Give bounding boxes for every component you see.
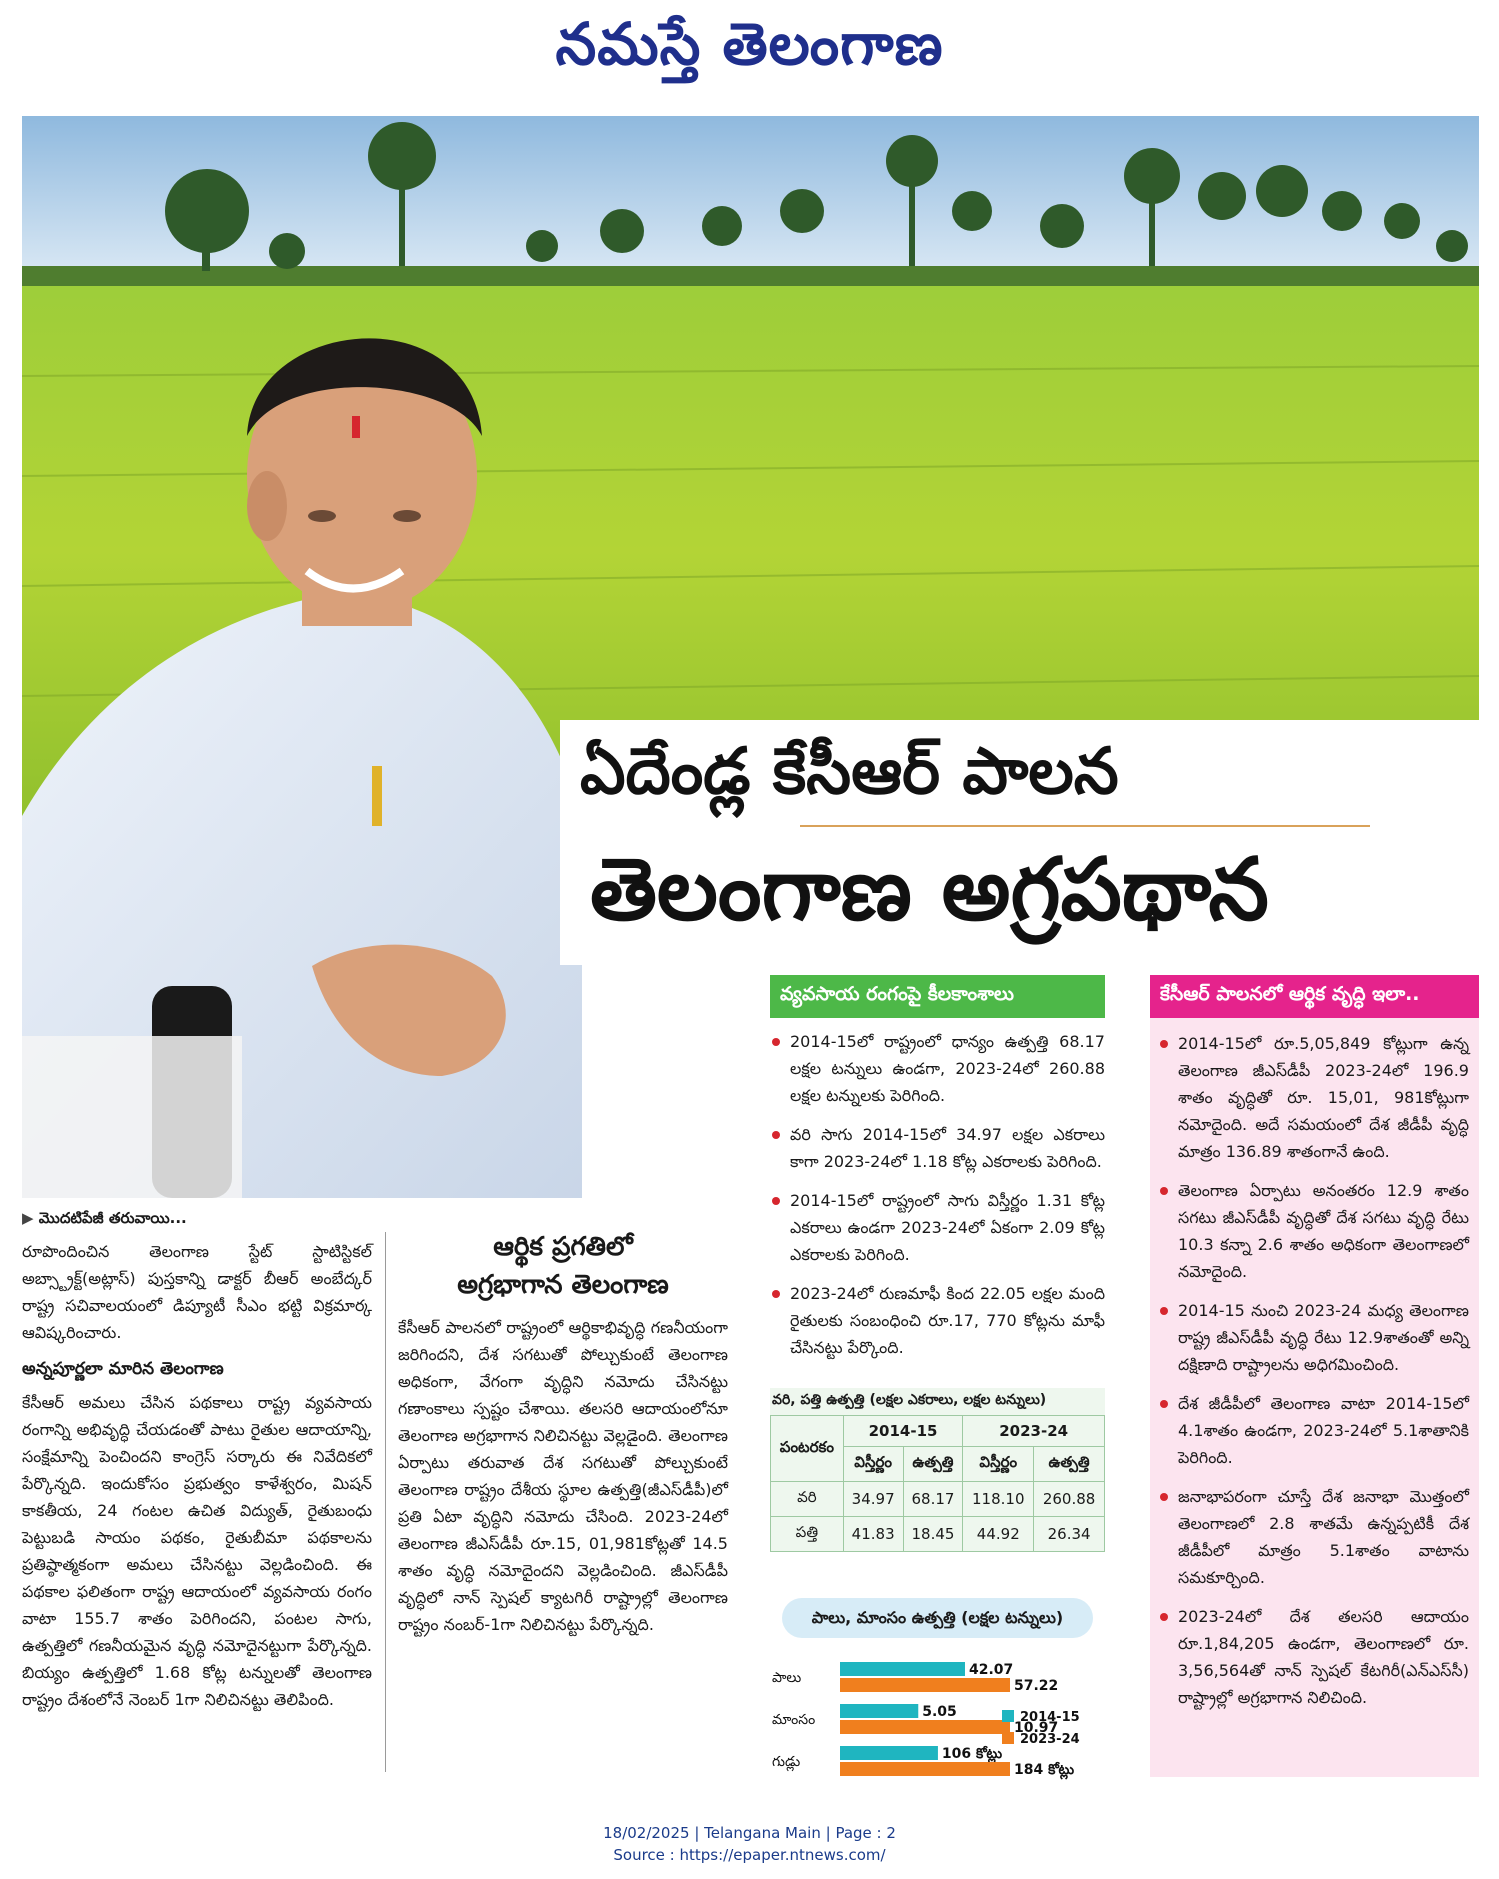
list-item: 2023-24లో దేశ తలసరి ఆదాయం రూ.1,84,205 ఉండగా, తెలంగాణలో రూ. 3,56,564తో నాన్ స్పెషల్ కేటగిరీ(ఎన్‌ఎస్‌సీ) రాష్ట్రాల్లో అగ్రభాగాన నిలిచింది.	[1158, 1603, 1469, 1711]
legend-swatch	[1002, 1710, 1014, 1722]
footer-date-line: 18/02/2025 | Telangana Main | Page : 2	[603, 1824, 896, 1842]
category-label: మాంసం	[772, 1712, 816, 1728]
arrow-right-icon: ▶	[22, 1209, 34, 1227]
data-label: 106 కోట్లు	[941, 1746, 1003, 1762]
bar	[840, 1746, 938, 1760]
middle-title: ఆర్థిక ప్రగతిలో అగ్రభాగాన తెలంగాణ	[457, 1232, 669, 1300]
list-item: జనాభాపరంగా చూస్తే దేశ జనాభా మొత్తంలో తెలంగాణలో 2.8 శాతమే ఉన్నప్పటికీ దేశ జీడీపీలో మాత్రం 5.1శాతం వాటాను సమకూర్చింది.	[1158, 1483, 1469, 1591]
left-column	[22, 1205, 372, 1723]
sub-area: విస్తీర్ణం	[963, 1447, 1034, 1482]
econ-box-header: కేసీఆర్ పాలనలో ఆర్థిక వృద్ధి ఇలా..	[1150, 975, 1479, 1018]
category-label: పాలు	[772, 1670, 802, 1686]
data-label: 57.22	[1014, 1678, 1059, 1694]
list-item: 2023-24లో రుణమాఫీ కింద 22.05 లక్షల మంది రైతులకు సంబంధించి రూ.17, 770 కోట్లను మాఫీ చేసినట్టు పేర్కొంది.	[770, 1280, 1105, 1361]
data-label: 5.05	[922, 1704, 957, 1720]
table-row: వరి 34.97 68.17 118.10 260.88	[771, 1482, 1105, 1517]
list-item: 2014-15లో రూ.5,05,849 కోట్లుగా ఉన్న తెలంగాణ జీఎస్‌డీపీ 2023-24లో 196.9 శాతం వృద్ధితో రూ. 15,01, 981కోట్లుగా నమోదైంది. అదే సమయంలో దేశ జీడీపీ వృద్ధి మాత్రం 136.89 శాతంగానే ఉంది.	[1158, 1030, 1469, 1165]
col-year2: 2023-24	[963, 1416, 1105, 1447]
bar	[840, 1678, 1010, 1692]
chart-title: పాలు, మాంసం ఉత్పత్తి (లక్షల టన్నులు)	[782, 1598, 1093, 1638]
legend-label: 2014-15	[1020, 1710, 1080, 1725]
data-label: 10.97	[1014, 1720, 1059, 1736]
headline-line-2: తెలంగాణ అగ్రపథాన	[590, 840, 1269, 940]
list-item: 2014-15 నుంచి 2023-24 మధ్య తెలంగాణ రాష్ట్ర జీఎస్‌డీపీ వృద్ధి రేటు 12.9శాతంతో అన్ని దక్షిణాది రాష్ట్రాలను అధిగమించింది.	[1158, 1297, 1469, 1378]
footer	[0, 1822, 1499, 1866]
list-item: 2014-15లో రాష్ట్రంలో సాగు విస్తీర్ణం 1.31 కోట్ల ఎకరాలు ఉండగా 2023-24లో ఏకంగా 2.09 కోట్ల ఎకరాలకు పెరిగింది.	[770, 1187, 1105, 1268]
production-chart	[770, 1598, 1105, 1788]
list-item: తెలంగాణ ఏర్పాటు అనంతరం 12.9 శాతం సగటు జీఎస్‌డీపీ వృద్ధితో దేశ సగటు వృద్ధి రేటు 10.3 కన్నా 2.6 శాతం అధికంగా తెలంగాణలో నమోదైంది.	[1158, 1177, 1469, 1285]
sub-area: విస్తీర్ణం	[843, 1447, 903, 1482]
table-row: పత్తి 41.83 18.45 44.92 26.34	[771, 1517, 1105, 1552]
body-paragraph: కేసీఆర్ అమలు చేసిన పథకాలు రాష్ట్ర వ్యవసాయ రంగాన్ని అభివృద్ధి చేయడంతో పాటు రైతుల ఆదాయాన్ని, సంక్షేమాన్ని పెంచిందని కాంగ్రెస్ సర్కారు ఈ నివేదికలో పేర్కొన్నది. ఇందుకోసం ప్రభుత్వం కాళేశ్వరం, మిషన్ కాకతీయ, 24 గంటల ఉచిత విద్యుత్, రైతుబంధు పెట్టుబడి సాయం పథకం, రైతుబీమా పథకాలను ప్రతిష్ఠాత్మకంగా అమలు చేసినట్టు వెల్లడించింది. ఈ పథకాల ఫలితంగా రాష్ట్ర ఆదాయంలో వ్యవసాయ రంగం వాటా 155.7 శాతం పెరిగిందని, పంటల సాగు, ఉత్పత్తిలో గణనీయమైన వృద్ధి నమోదైనట్టుగా పేర్కొన్నది. బియ్యం ఉత్పత్తిలో 1.68 కోట్ల టన్నులతో తెలంగాణ రాష్ట్రం దేశంలోనే నెంబర్ 1గా నిలిచినట్టు తెలిపింది.	[22, 1393, 372, 1709]
data-label: 42.07	[968, 1662, 1014, 1678]
legend-label: 2023-24	[1020, 1732, 1080, 1747]
intro-paragraph: రూపొందించిన తెలంగాణ స్టేట్ స్టాటిస్టికల్ అబ్స్ట్రాక్ట్(అట్లాస్) పుస్తకాన్ని డాక్టర్ బీఆర్ అంబేద్కర్ రాష్ట్ర సచివాలయంలో డిప్యూటీ సీఎం భట్టి విక్రమార్క ఆవిష్కరించారు.	[22, 1242, 372, 1342]
bar	[840, 1662, 965, 1676]
legend-swatch	[1002, 1732, 1014, 1744]
agri-box-header: వ్యవసాయ రంగంపై కీలకాంశాలు	[770, 975, 1105, 1018]
agri-bullets	[770, 1028, 1105, 1361]
bar-chart-svg	[770, 1656, 1105, 1788]
list-item: దేశ జీడీపీలో తెలంగాణ వాటా 2014-15లో 4.1శాతం ఉండగా, 2023-24లో 5.1శాతానికి పెరిగింది.	[1158, 1390, 1469, 1471]
crop-table	[770, 1388, 1105, 1552]
bar	[840, 1720, 1010, 1734]
list-item: 2014-15లో రాష్ట్రంలో ధాన్యం ఉత్పత్తి 68.17 లక్షల టన్నులు ఉండగా, 2023-24లో 260.88 లక్షల టన్నులకు పెరిగింది.	[770, 1028, 1105, 1109]
bar	[840, 1762, 1010, 1776]
footer-source-link[interactable]: Source : https://epaper.ntnews.com/	[613, 1846, 886, 1864]
list-item: వరి సాగు 2014-15లో 34.97 లక్షల ఎకరాలు కాగా 2023-24లో 1.18 కోట్ల ఎకరాలకు పెరిగింది.	[770, 1121, 1105, 1175]
econ-bullets	[1158, 1030, 1469, 1711]
headline-line-1: ఏదేండ్ల కేసీఆర్ పాలన	[580, 735, 1119, 809]
subhead: అన్నపూర్ణలా మారిన తెలంగాణ	[22, 1359, 224, 1379]
crop-table-title: వరి, పత్తి ఉత్పత్తి (లక్షల ఎకరాలు, లక్షల టన్నులు)	[772, 1392, 1047, 1408]
data-label: 184 కోట్లు	[1014, 1762, 1075, 1778]
column-divider	[385, 1232, 386, 1772]
middle-body: కేసీఆర్ పాలనలో రాష్ట్రంలో ఆర్థికాభివృద్ధి గణనీయంగా జరిగిందని, దేశ సగటుతో పోల్చుకుంటే తెలంగాణ అధికంగా, వేగంగా వృద్ధిని నమోదు చేసినట్టు గణాంకాలు స్పష్టం చేశాయి. తలసరి ఆదాయంలోనూ తెలంగాణ అగ్రభాగాన నిలిచినట్టు వెల్లడైంది. తెలంగాణ ఏర్పాటు తరువాత దేశ సగటుతో పోల్చుకుంటే తెలంగాణ రాష్ట్రం దేశీయ స్థూల ఉత్పత్తి(జీఎస్‌డీపీ)లో ప్రతి ఏటా వృద్ధిని నమోదు చేసింది. 2023-24లో తెలంగాణ జీఎస్‌డీపీ రూ.15, 01,981కోట్లతో 14.5 శాతం వృద్ధి నమోదైందని వెల్లడించింది. జీఎస్‌డీపీ వృద్ధిలో నాన్ స్పెషల్ క్యాటగిరీ రాష్ట్రాల్లో తెలంగాణ రాష్ట్రం నంబర్-1గా నిలిచినట్టు పేర్కొన్నది.	[398, 1318, 728, 1634]
col-year1: 2014-15	[843, 1416, 963, 1447]
headline-divider	[800, 825, 1370, 827]
bar	[840, 1704, 918, 1718]
econ-box	[1150, 975, 1479, 1777]
agri-box	[770, 975, 1105, 1373]
col-crop-header: పంటరకం	[771, 1416, 844, 1482]
masthead: నమస్తే తెలంగాణ	[555, 10, 944, 78]
sub-prod: ఉత్పత్తి	[903, 1447, 963, 1482]
continued-label: ▶ మొదటిపేజీ తరువాయి...	[22, 1209, 187, 1227]
sub-prod: ఉత్పత్తి	[1034, 1447, 1105, 1482]
middle-column	[398, 1228, 728, 1648]
category-label: గుడ్లు	[772, 1754, 801, 1770]
